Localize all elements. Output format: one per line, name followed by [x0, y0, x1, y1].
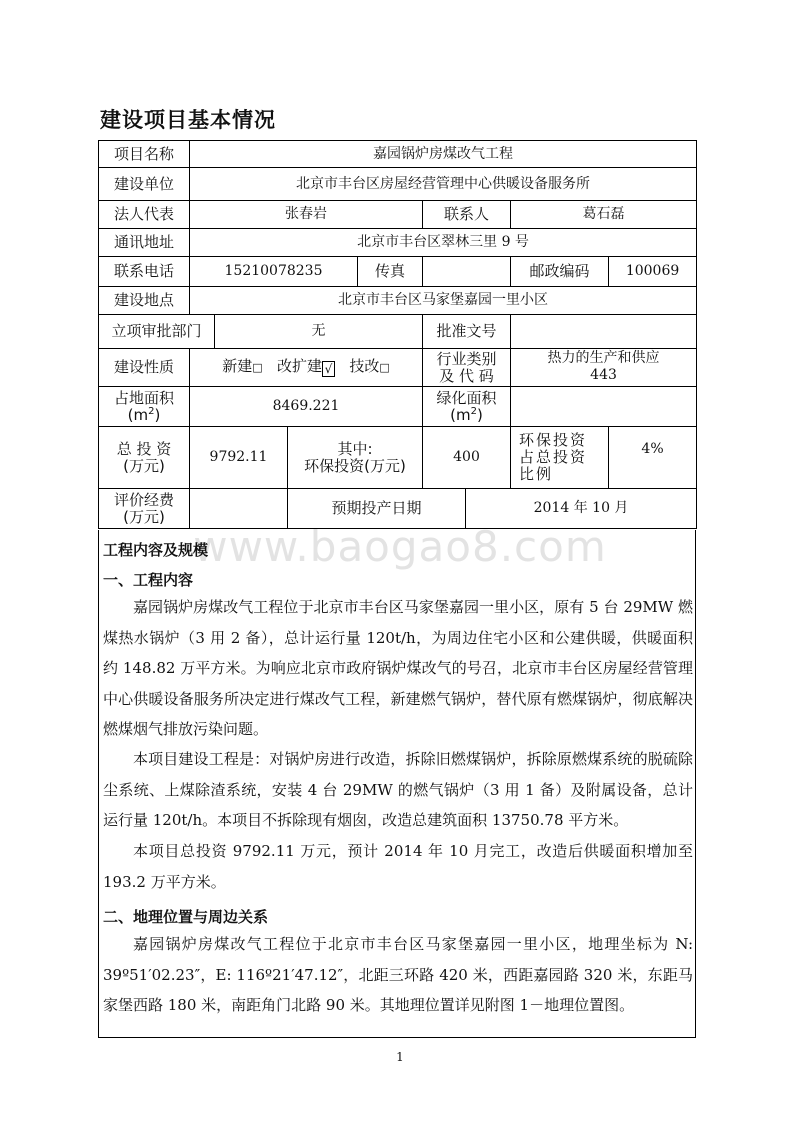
nature-options	[190, 349, 423, 387]
green-area-label-line1: 绿化面积	[436, 388, 497, 407]
option-expand-label: 改扩建	[276, 357, 322, 375]
row-address	[99, 229, 697, 257]
industry-code: 443	[590, 367, 617, 383]
env-ratio-label	[511, 427, 609, 489]
builder-value: 北京市丰台区房屋经营管理中心供暖设备服务所	[190, 168, 697, 201]
address-label: 通讯地址	[99, 229, 190, 257]
approval-doc-value	[511, 315, 697, 349]
investment-label-line1: 总 投 资	[116, 439, 172, 458]
project-name-label: 项目名称	[99, 141, 190, 168]
area-unit: $(m^2)$	[127, 405, 161, 424]
fax-value	[423, 257, 511, 287]
project-info-table	[98, 140, 697, 529]
postcode-value: 100069	[609, 257, 697, 287]
site-label: 建设地点	[99, 287, 190, 315]
section-1-title: 一、工程内容	[103, 571, 194, 589]
content-heading: 工程内容及规模	[103, 541, 209, 559]
section-2-title: 二、地理位置与周边关系	[103, 908, 269, 926]
industry-label-line2: 及 代 码	[439, 366, 494, 385]
production-date-label: 预期投产日期	[288, 489, 466, 529]
nature-label: 建设性质	[99, 349, 190, 387]
option-tech-label: 技改	[349, 357, 380, 375]
paragraph-3: 本项目总投资 9792.11 万元，预计 2014 年 10 月完工，改造后供暖面积增加至 193.2 万平方米。	[103, 842, 693, 891]
row-nature	[99, 349, 697, 387]
investment-value: 9792.11	[190, 427, 288, 489]
postcode-label: 邮政编码	[511, 257, 609, 287]
production-date-value: 2014 年 10 月	[466, 489, 697, 529]
industry-name: 热力的生产和供应	[547, 350, 660, 366]
green-area-label	[423, 387, 511, 427]
legal-rep-value: 张春岩	[190, 201, 423, 229]
eval-fee-label-line1: 评价经费	[113, 490, 174, 509]
investment-label-line2: (万元)	[123, 456, 165, 475]
content-section	[98, 530, 696, 1038]
row-builder	[99, 168, 697, 201]
contact-value: 葛石磊	[511, 201, 697, 229]
paragraph-4: 嘉园锅炉房煤改气工程位于北京市丰台区马家堡嘉园一里小区，地理坐标为 N: 39º51′02.23″，E: 116º21′47.12″，北距三环路 420 米，西距嘉园路 320 米，东距马家堡西路 180 米，南距角门北路 90 米。其地理位置详见附图 1－地理位置图。	[103, 935, 693, 1014]
address-value: 北京市丰台区翠林三里 9 号	[190, 229, 697, 257]
approval-doc-label: 批准文号	[423, 315, 511, 349]
row-investment	[99, 427, 697, 489]
industry-value	[511, 349, 697, 387]
row-phone	[99, 257, 697, 287]
area-label	[99, 387, 190, 427]
row-area	[99, 387, 697, 427]
paragraph-1: 嘉园锅炉房煤改气工程位于北京市丰台区马家堡嘉园一里小区，原有 5 台 29MW 燃煤热水锅炉（3 用 2 备），总计运行量 120t/h，为周边住宅小区和公建供暖，供暖面积约 148.82 万平方米。为响应北京市政府锅炉煤改气的号召，北京市丰台区房屋经营管理中心供暖设备服务所决定进行煤改气工程，新建燃气锅炉，替代原有燃煤锅炉，彻底解决燃煤烟气排放污染问题。	[103, 598, 693, 738]
green-area-unit: $(m^2)$	[450, 405, 483, 424]
paragraph-2: 本项目建设工程是：对锅炉房进行改造，拆除旧燃煤锅炉，拆除原燃煤系统的脱硫除尘系统、上煤除渣系统，安装 4 台 29MW 的燃气锅炉（3 用 1 备）及附属设备，总计运行量 120t/h。本项目不拆除现有烟囱，改造总建筑面积 13750.78 平方米。	[103, 750, 693, 829]
industry-label	[423, 349, 511, 387]
legal-rep-label: 法人代表	[99, 201, 190, 229]
phone-label: 联系电话	[99, 257, 190, 287]
page-number: 1	[396, 1050, 404, 1064]
option-new-label: 新建	[222, 357, 253, 375]
row-site	[99, 287, 697, 315]
page-title: 建设项目基本情况	[100, 108, 276, 132]
area-value: 8469.221	[190, 387, 423, 427]
approval-dept-label: 立项审批部门	[99, 315, 215, 349]
approval-dept-value: 无	[215, 315, 423, 349]
option-expand-checkbox: √	[322, 361, 335, 377]
env-investment-label-line1: 其中:	[337, 439, 373, 458]
option-new-checkbox: □	[252, 361, 263, 374]
contact-label: 联系人	[423, 201, 511, 229]
area-label-line1: 占地面积	[113, 388, 174, 407]
green-area-value	[511, 387, 697, 427]
fax-label: 传真	[358, 257, 423, 287]
row-project-name	[99, 141, 697, 168]
env-investment-value: 400	[423, 427, 511, 489]
site-value: 北京市丰台区马家堡嘉园一里小区	[190, 287, 697, 315]
env-ratio-label-line1: 环保投资	[519, 431, 588, 449]
env-ratio-value: 4%	[609, 427, 697, 489]
env-ratio-label-line3: 比例	[519, 465, 554, 483]
watermark: www.baogao8.com	[193, 522, 607, 571]
row-approval	[99, 315, 697, 349]
env-investment-label	[288, 427, 423, 489]
row-legal-rep	[99, 201, 697, 229]
industry-label-line1: 行业类别	[436, 349, 497, 368]
phone-value: 15210078235	[190, 257, 358, 287]
investment-label	[99, 427, 190, 489]
project-name-value: 嘉园锅炉房煤改气工程	[190, 141, 697, 168]
builder-label: 建设单位	[99, 168, 190, 201]
env-investment-label-line2: 环保投资(万元)	[304, 456, 406, 475]
eval-fee-label-line2: (万元)	[123, 507, 165, 526]
env-ratio-label-line2: 占总投资	[519, 448, 588, 466]
option-tech-checkbox: □	[379, 361, 390, 374]
